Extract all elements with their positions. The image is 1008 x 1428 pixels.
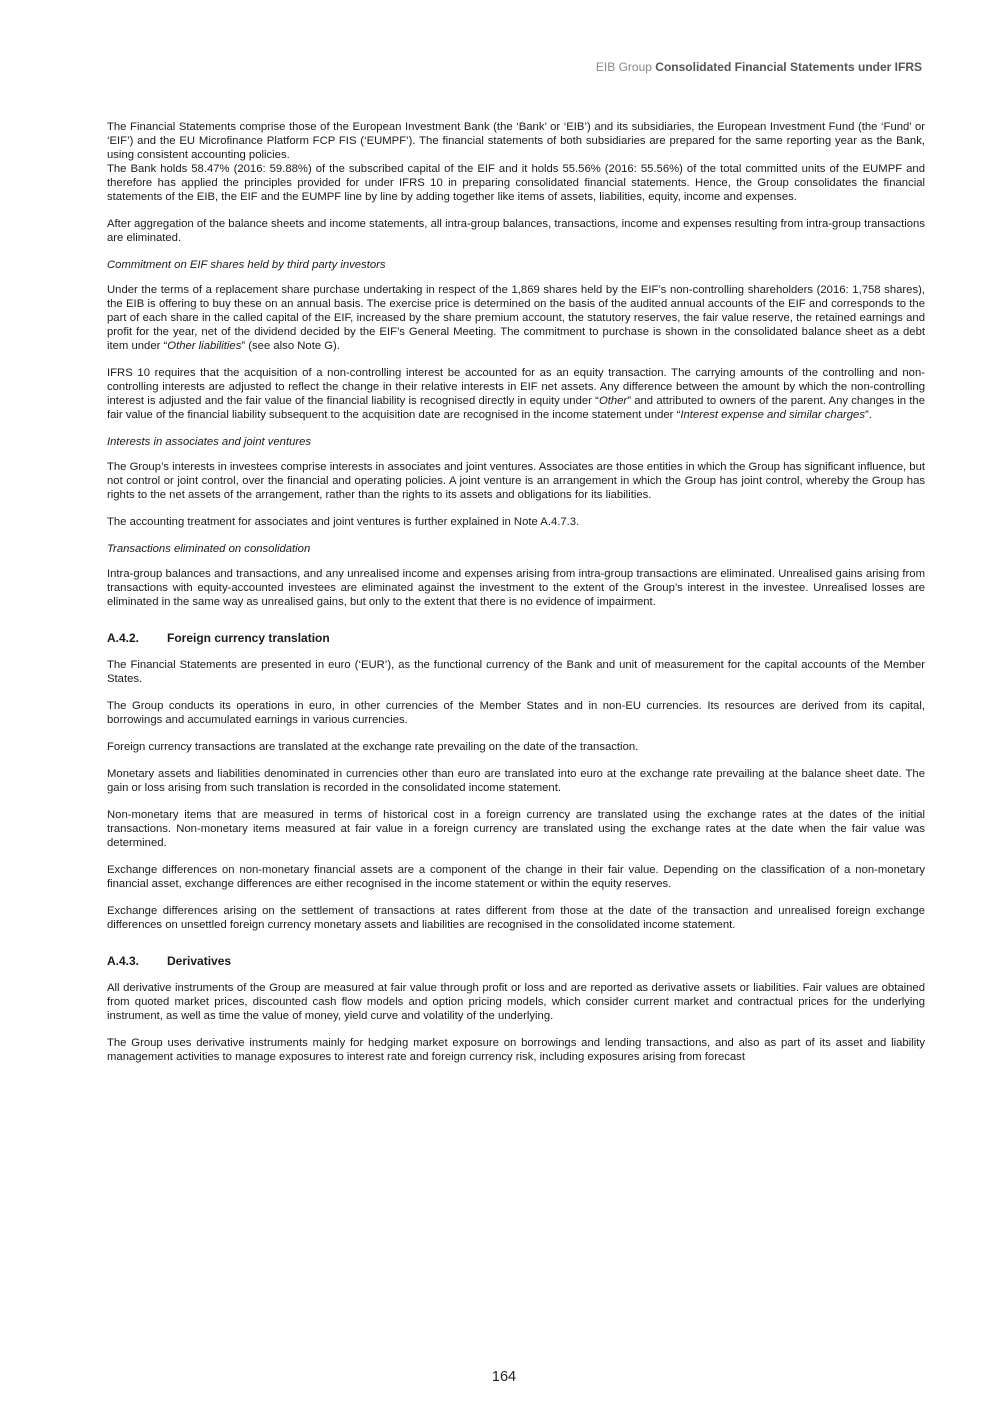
section-number: A.4.2. <box>107 631 140 645</box>
paragraph: The Group’s interests in investees comprise interests in associates and joint ventures. Associates are those entities in which the Group has significant influence, but not control or joint control, over the financial and operating policies. A joint venture is an arrangement in which the Group has joint control, whereby the Group has rights to the net assets of the arrangement, rather than the rights to its assets and obligations for its liabilities. <box>107 461 925 501</box>
subheading: Transactions eliminated on consolidation <box>107 543 311 555</box>
header-title: Consolidated Financial Statements under IFRS <box>655 60 922 74</box>
paragraph: Under the terms of a replacement share purchase undertaking in respect of the 1,869 shares held by the EIF’s non-controlling shareholders (2016: 1,758 shares), the EIB is offering to buy these on an annual basis. The exercise price is determined on the basis of the audited annual accounts of the EIF and corresponds to the part of each share in the called capital of the EIF, increased by the share premium account, the statutory reserves, the fair value reserve, the retained earnings and profit for the year, net of the dividend decided by the EIF’s General Meeting. The commitment to purchase is shown in the consolidated balance sheet as a debt item under “Other liabilities” (see also Note G). <box>107 284 925 352</box>
paragraph: Monetary assets and liabilities denominated in currencies other than euro are translated into euro at the exchange rate prevailing at the balance sheet date. The gain or loss arising from such translation is recorded in the consolidated income statement. <box>107 768 925 794</box>
document-body <box>107 120 925 1077</box>
paragraph: Intra-group balances and transactions, and any unrealised income and expenses arising from intra-group transactions are eliminated. Unrealised gains arising from transactions with equity-accounted investees are eliminated against the investment to the extent of the Group’s interest in the investee. Unrealised losses are eliminated in the same way as unrealised gains, but only to the extent that there is no evidence of impairment. <box>107 568 925 608</box>
paragraph: The Group conducts its operations in euro, in other currencies of the Member States and in non-EU currencies. Its resources are derived from its capital, borrowings and accumulated earnings in various currencies. <box>107 700 925 726</box>
paragraph: Exchange differences on non-monetary financial assets are a component of the change in their fair value. Depending on the classification of a non-monetary financial asset, exchange differences are either recognised in the income statement or within the equity reserves. <box>107 864 925 890</box>
section-title: Foreign currency translation <box>167 631 330 645</box>
paragraph: The Financial Statements comprise those of the European Investment Bank (the ‘Bank’ or ‘EIB’) and its subsidiaries, the European Investment Fund (the ‘Fund’ or ‘EIF’) and the EU Microfinance Platform FCP FIS (‘EUMPF’). The financial statements of both subsidiaries are prepared for the same reporting year as the Bank, using consistent accounting policies. <box>107 121 925 161</box>
section-heading <box>107 631 925 645</box>
page-number: 164 <box>491 1369 517 1385</box>
paragraph: The Financial Statements are presented in euro (‘EUR’), as the functional currency of the Bank and unit of measurement for the capital accounts of the Member States. <box>107 659 925 685</box>
paragraph: All derivative instruments of the Group are measured at fair value through profit or loss and are reported as derivative assets or liabilities. Fair values are obtained from quoted market prices, discounted cash flow models and option pricing models, which consider current market and contractual prices for the underlying instrument, as well as time the value of money, yield curve and volatility of the underlying. <box>107 982 925 1022</box>
subheading: Commitment on EIF shares held by third party investors <box>107 259 386 271</box>
section-number: A.4.3. <box>107 954 140 968</box>
paragraph: The accounting treatment for associates and joint ventures is further explained in Note A.4.7.3. <box>107 516 580 528</box>
paragraph: After aggregation of the balance sheets and income statements, all intra-group balances, transactions, income and expenses resulting from intra-group transactions are eliminated. <box>107 218 925 244</box>
paragraph: Exchange differences arising on the settlement of transactions at rates different from those at the date of the transaction and unrealised foreign exchange differences on unsettled foreign currency monetary assets and liabilities are recognised in the consolidated income statement. <box>107 905 925 931</box>
page-header <box>596 60 922 74</box>
header-org: EIB Group <box>595 60 652 74</box>
paragraph: Foreign currency transactions are translated at the exchange rate prevailing on the date of the transaction. <box>107 741 639 753</box>
paragraph: IFRS 10 requires that the acquisition of a non-controlling interest be accounted for as an equity transaction. The carrying amounts of the controlling and non-controlling interests are adjusted to reflect the change in their relative interests in EIF net assets. Any difference between the amount by which the non-controlling interest is adjusted and the fair value of the financial liability is recognised directly in equity under “Other” and attributed to owners of the parent. Any changes in the fair value of the financial liability subsequent to the acquisition date are recognised in the income statement under “Interest expense and similar charges”. <box>107 367 925 421</box>
paragraph: Non-monetary items that are measured in terms of historical cost in a foreign currency are translated using the exchange rates at the dates of the initial transactions. Non-monetary items measured at fair value in a foreign currency are translated using the exchange rates at the date when the fair value was determined. <box>107 809 925 849</box>
section-heading <box>107 954 925 968</box>
section-title: Derivatives <box>167 954 232 968</box>
paragraph: The Group uses derivative instruments mainly for hedging market exposure on borrowings and lending transactions, and also as part of its asset and liability management activities to manage exposures to interest rate and foreign currency risk, including exposures arising from forecast <box>107 1037 925 1063</box>
paragraph: The Bank holds 58.47% (2016: 59.88%) of the subscribed capital of the EIF and it holds 55.56% (2016: 55.56%) of the total committed units of the EUMPF and therefore has applied the principles provided for under IFRS 10 in preparing consolidated financial statements. Hence, the Group consolidates the financial statements of the EIB, the EIF and the EUMPF line by line by adding together like items of assets, liabilities, equity, income and expenses. <box>107 163 925 203</box>
subheading: Interests in associates and joint ventures <box>107 436 312 448</box>
